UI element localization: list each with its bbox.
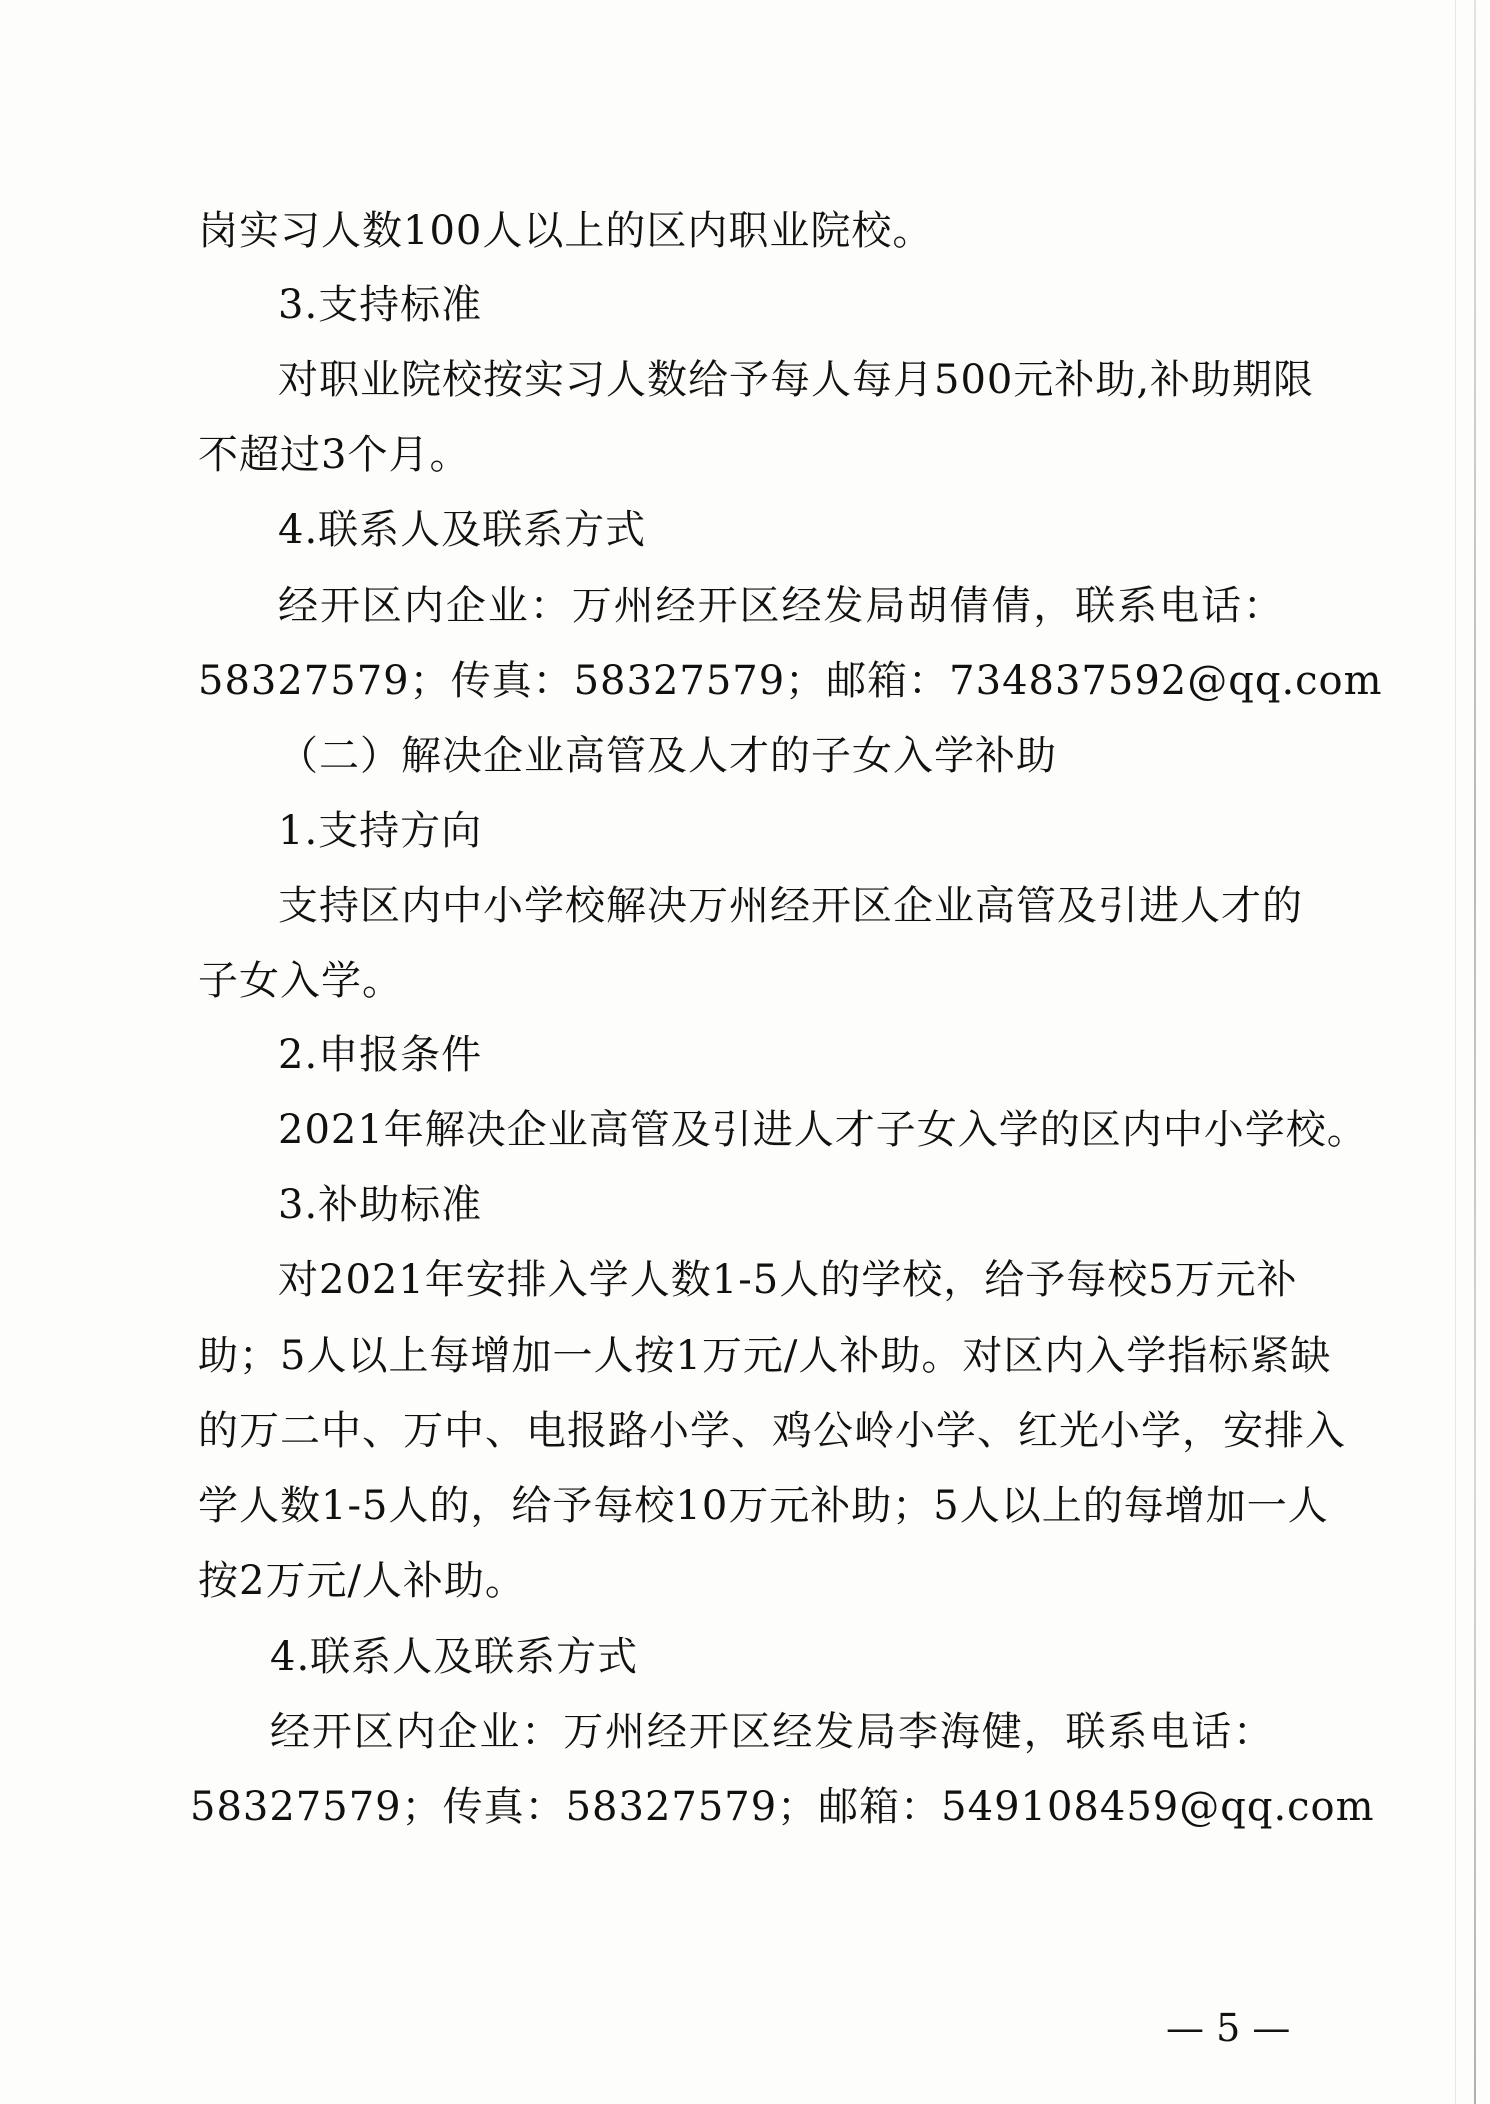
body-line: 助；5人以上每增加一人按1万元/人补助。对区内入学指标紧缺 — [198, 1333, 1332, 1379]
scan-edge — [1474, 0, 1476, 2104]
contact-details: 58327579；传真：58327579；邮箱：549108459@qq.com — [190, 1784, 1375, 1830]
section-heading: 3.补助标准 — [278, 1182, 483, 1228]
body-line: 子女入学。 — [198, 958, 403, 1004]
body-line: 学人数1-5人的，给予每校10万元补助；5人以上的每增加一人 — [198, 1483, 1329, 1529]
contact-line: 经开区内企业：万州经开区经发局胡倩倩，联系电话： — [278, 583, 1284, 629]
body-line: 不超过3个月。 — [198, 432, 471, 478]
page-number: — 5 — — [1166, 2006, 1291, 2050]
body-line: 对2021年安排入学人数1-5人的学校，给予每校5万元补 — [278, 1257, 1298, 1303]
body-line: 支持区内中小学校解决万州经开区企业高管及引进人才的 — [278, 883, 1303, 929]
scan-edge-shadow — [1455, 0, 1456, 2104]
section-heading: 2.申报条件 — [278, 1032, 483, 1078]
body-line: 岗实习人数100人以上的区内职业院校。 — [198, 208, 934, 254]
section-heading: 4.联系人及联系方式 — [278, 507, 647, 553]
body-line: 2021年解决企业高管及引进人才子女入学的区内中小学校。 — [278, 1107, 1368, 1153]
contact-line: 经开区内企业：万州经开区经发局李海健，联系电话： — [270, 1709, 1274, 1755]
chapter-heading: （二）解决企业高管及人才的子女入学补助 — [278, 733, 1057, 779]
body-line: 对职业院校按实习人数给予每人每月500元补助,补助期限 — [278, 357, 1315, 403]
body-line: 按2万元/人补助。 — [198, 1558, 526, 1604]
section-heading: 3.支持标准 — [278, 282, 483, 328]
body-line: 的万二中、万中、电报路小学、鸡公岭小学、红光小学，安排入 — [198, 1408, 1346, 1454]
contact-details: 58327579；传真：58327579；邮箱：734837592@qq.com — [198, 658, 1383, 704]
section-heading: 1.支持方向 — [278, 808, 483, 854]
section-heading: 4.联系人及联系方式 — [270, 1634, 639, 1680]
